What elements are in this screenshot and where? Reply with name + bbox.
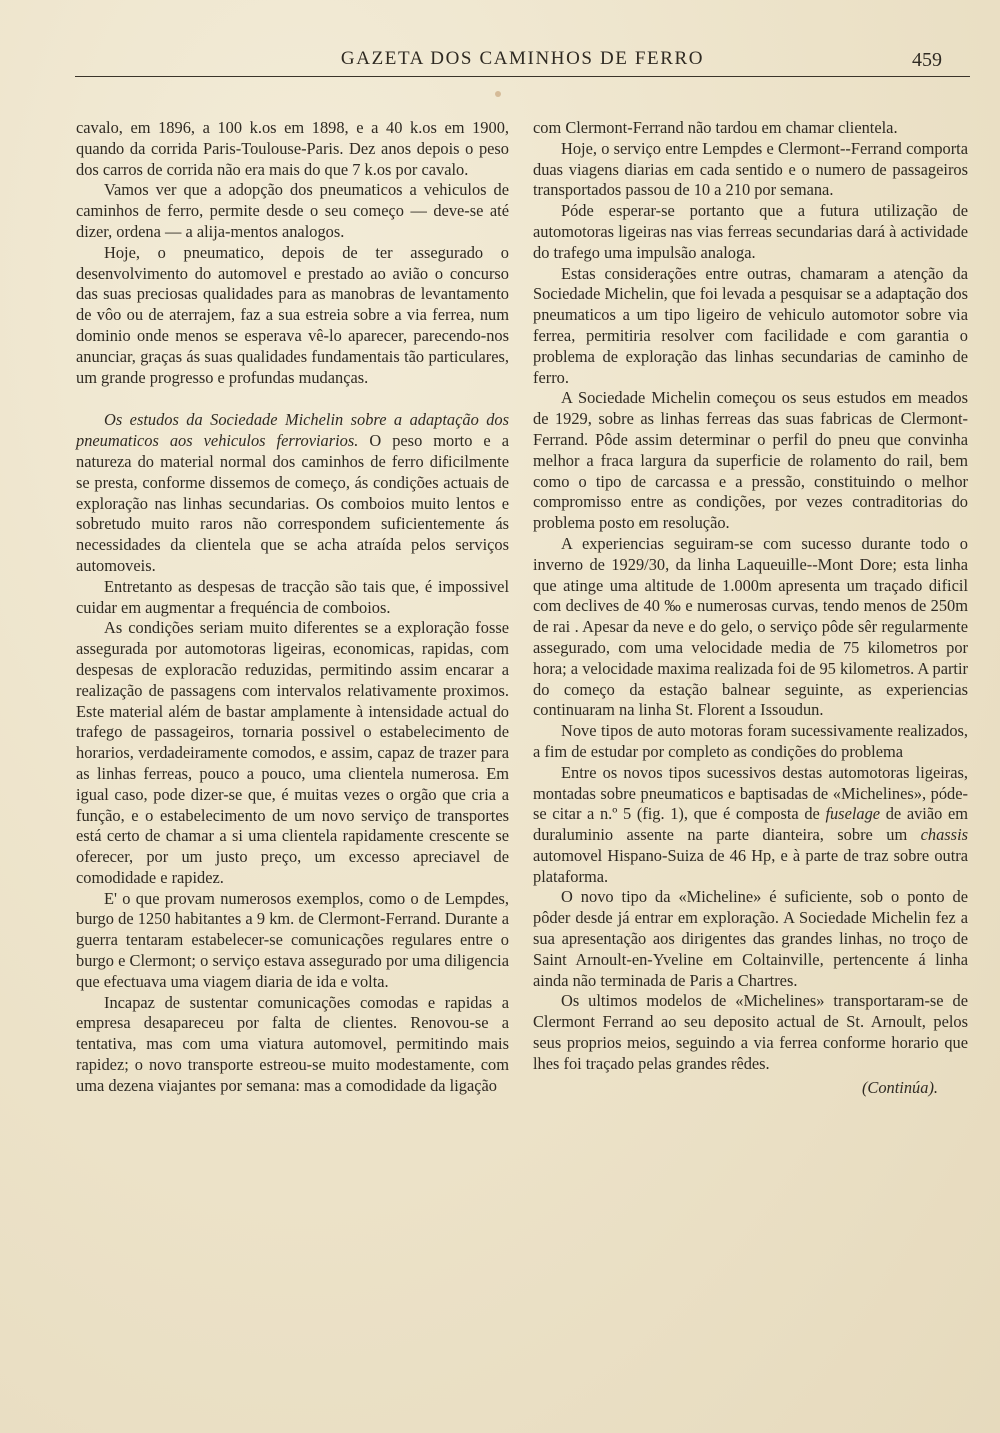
section-text: O peso morto e a natureza do material normal dos caminhos de ferro dificilmente se presta, conforme dissemos de começo, ás condições actuais de exploração nas linhas secundarias. Os comboios muito lentos e sobretudo muito raros não correspondem suficientemente ás necessidades da clientela que se acha atraída pelos serviços automoveis. <box>76 431 509 575</box>
paragraph: Póde esperar-se portanto que a futura utilização de automotoras ligeiras nas vias ferreas secundarias dará à actividade do trafego uma impulsão analoga. <box>533 201 968 262</box>
left-column <box>76 118 509 1097</box>
right-column <box>533 118 968 1098</box>
text-run: Entre os novos tipos sucessivos destas automotoras ligeiras, montadas sobre pneumaticos e baptisadas de «Michelines», póde-se citar a n.º 5 (fig. 1), que é composta de <box>533 762 968 824</box>
italic-term-chassis: chassis <box>920 825 968 845</box>
section-heading: Os estudos da Sociedade Michelin sobre a adaptação dos pneumaticos aos vehiculos ferroviarios. <box>76 410 509 451</box>
paragraph: cavalo, em 1896, a 100 k.os em 1898, e a 40 k.os em 1900, quando da corrida Paris-Toulouse-Paris. Dez anos depois o peso dos carros de corrida não era mais do que 7 k.os por cavalo. <box>76 118 509 179</box>
paragraph: Entretanto as despesas de tracção são tais que, é impossivel cuidar em augmentar a frequéncia de comboios. <box>76 576 509 617</box>
paragraph: Vamos ver que a adopção dos pneumaticos a vehiculos de caminhos de ferro, permite desde o seu começo — deve-se até dizer, ordena — a alija-mentos analogos. <box>76 180 509 241</box>
italic-term-fuselage: fuselage <box>825 804 881 824</box>
paragraph: Hoje, o serviço entre Lempdes e Clermont--Ferrand comporta duas viagens diarias em cada sentido e o numero de passageiros transportados passou de 10 a 210 por semana. <box>533 138 968 200</box>
paragraph: O novo tipo da «Micheline» é suficiente, sob o ponto de pôder desde já entrar em exploração. A Sociedade Michelin fez a sua apresentação aos dirigentes das grandes linhas, no troço de Saint Arnoult-en-Yveline em Coltainville, pertencente á linha ainda não terminada de Paris a Chartres. <box>533 887 968 990</box>
paragraph: Hoje, o pneumatico, depois de ter assegurado o desenvolvimento do automovel e prestado ao avião o concurso das suas preciosas qualidades para as manobras de levantamento de vôo ou de aterrajem, faz a sua estreia sobre a via ferrea, num dominio onde menos se esperava vê-lo aparecer, parecendo-nos anunciar, graças ás suas qualidades fundamentais tão particulares, um grande progresso e profundas mudanças. <box>76 242 509 387</box>
page-header <box>75 48 970 77</box>
paragraph: A Sociedade Michelin começou os seus estudos em meados de 1929, sobre as linhas ferreas das suas fabricas de Clermont-Ferrand. Pôde assim determinar o perfil do pneu que convinha melhor a fraca largura da superficie de rolamento do rail, bem como o tipo de carcassa e a pressão, constituindo o melhor compromisso entre as condições, por vezes contraditorias do problema posto em resolução. <box>533 388 968 533</box>
paragraph: Os ultimos modelos de «Michelines» transportaram-se de Clermont Ferrand ao seu deposito actual de St. Arnoult, pelos seus proprios meios, seguindo a via ferrea conforme horario que lhes foi traçado pelas grandes rêdes. <box>533 991 968 1073</box>
paragraph: Incapaz de sustentar comunicações comodas e rapidas a empresa desapareceu por falta de clientes. Renovou-se a tentativa, mas com uma viatura automovel, permitindo mais rapidez; o novo transporte estreou-se muito modestamente, com uma dezena viajantes por semana: mas a comodidade da ligação <box>76 992 509 1095</box>
ink-speck <box>495 91 501 97</box>
page-number: 459 <box>912 49 942 71</box>
journal-title: GAZETA DOS CAMINHOS DE FERRO <box>340 48 705 69</box>
paragraph <box>533 763 968 888</box>
paragraph: Nove tipos de auto motoras foram sucessivamente realizados, a fim de estudar por completo as condições do problema <box>533 721 968 761</box>
paragraph: A experiencias seguiram-se com sucesso durante todo o inverno de 1929/30, da linha Laqueuille--Mont Dore; esta linha que atinge uma altitude de 1.000m apresenta um traçado dificil com declives de 40 ‰ e numerosas curvas, tendo menos de 250m de rai . Apesar da neve e do gelo, o serviço pôde sêr regularmente assegurado, com uma velocidade media de 75 kilometros por hora; a velocidade maxima realizada foi de 95 kilometros. A partir do começo da estação balnear seguinte, as experiencias continuaram na linha St. Florent a Issoudun. <box>533 533 968 720</box>
paragraph: Estas considerações entre outras, chamaram a atenção da Sociedade Michelin, que foi levada a pesquisar se a adaptação dos pneumaticos a um tipo ligeiro de vehiculo automotor sobre via ferrea, permitiria resolver com facilidade e com garantia o problema de exploração das linhas secundarias de caminho de ferro. <box>533 263 968 387</box>
paragraph: As condições seriam muito diferentes se a exploração fosse assegurada por automotoras ligeiras, economicas, rapidas, com despesas de exploracão reduzidas, permitindo assim encarar a realização de passagens com intervalos relativamente proximos. Este material além de bastar amplamente à intensidade actual do trafego de passageiros, tornaria possivel o estabelecimento de horarios, verdadeiramente comodos, e assim, capaz de trazer para as linhas ferreas, pouco a pouco, uma clientela numerosa. Em igual caso, pode dizer-se que, é muitas vezes o orgão que cria a função, e o estabelecimento de um novo serviço de transportes está certo de chamar a si uma clientela rapidamente crescente se oferecer, por um justo preço, um excesso apreciavel de comodidade e rapidez. <box>76 618 509 887</box>
text-run: de avião em duraluminio assente na parte dianteira, sobre um <box>533 804 968 845</box>
paragraph: com Clermont-Ferrand não tardou em chamar clientela. <box>533 118 898 137</box>
text-run: automovel Hispano-Suiza de 46 Hp, e à parte de traz sobre outra plataforma. <box>533 845 968 886</box>
continued-note: (Continúa). <box>861 1077 938 1097</box>
paragraph: E' o que provam numerosos exemplos, como o de Lempdes, burgo de 1250 habitantes a 9 km. de Clermont-Ferrand. Durante a guerra tentaram estabelecer-se comunicações regulares entre o burgo e Clermont; o serviço estava assegurado por uma diligencia que efectuava uma viagem diaria de ida e volta. <box>76 888 509 991</box>
section-paragraph <box>76 410 509 576</box>
